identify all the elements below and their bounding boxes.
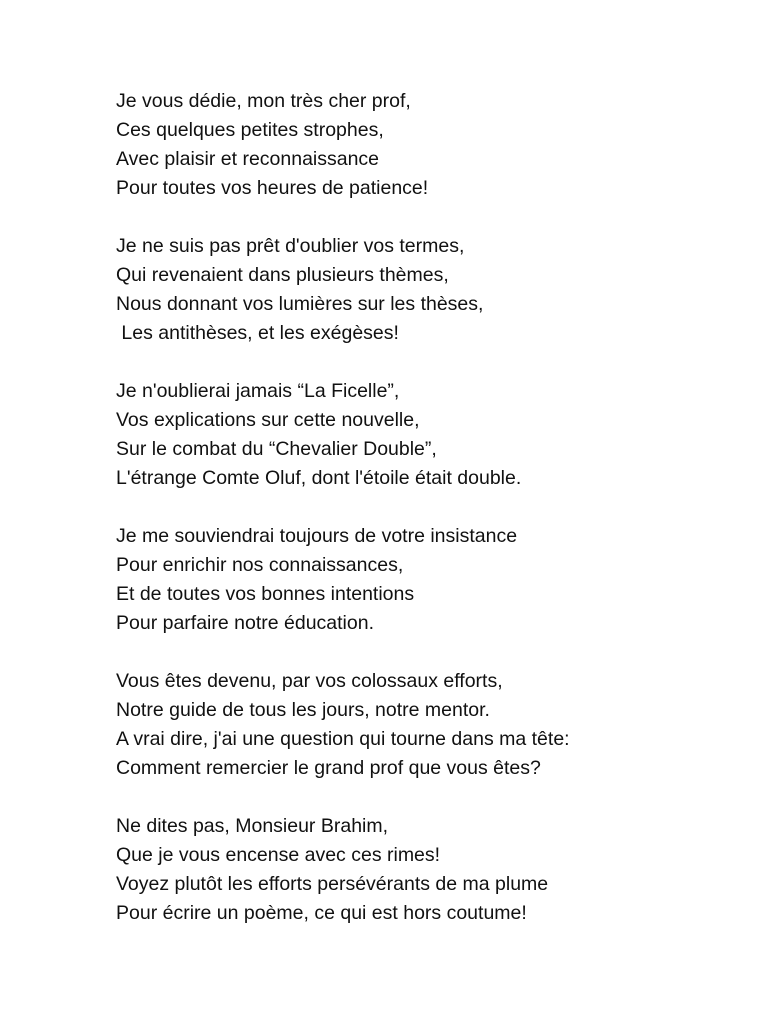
poem-line: Notre guide de tous les jours, notre mentor.: [116, 699, 490, 721]
poem-line: Voyez plutôt les efforts persévérants de ma plume: [116, 873, 549, 895]
poem-line: Je n'oublierai jamais “La Ficelle”,: [116, 380, 400, 402]
poem-line: Sur le combat du “Chevalier Double”,: [116, 438, 437, 460]
poem-line: Nous donnant vos lumières sur les thèses,: [116, 293, 484, 315]
poem-line: Pour enrichir nos connaissances,: [116, 554, 404, 576]
poem-line: Pour écrire un poème, ce qui est hors coutume!: [116, 902, 527, 924]
poem-line: Ne dites pas, Monsieur Brahim,: [116, 815, 389, 837]
poem-line: Je vous dédie, mon très cher prof,: [116, 90, 411, 112]
poem-line: Pour parfaire notre éducation.: [116, 612, 374, 634]
poem-page: [116, 87, 736, 957]
poem-line: Ces quelques petites strophes,: [116, 119, 384, 141]
poem-line: Qui revenaient dans plusieurs thèmes,: [116, 264, 449, 286]
poem-line: Je ne suis pas prêt d'oublier vos termes,: [116, 235, 465, 257]
poem-line: Que je vous encense avec ces rimes!: [116, 844, 441, 866]
poem-line: Vos explications sur cette nouvelle,: [116, 409, 420, 431]
poem-line: Pour toutes vos heures de patience!: [116, 177, 429, 199]
stanza-6: [116, 812, 736, 928]
stanza-1: [116, 87, 736, 203]
stanza-2: [116, 232, 736, 348]
poem-line: Vous êtes devenu, par vos colossaux efforts,: [116, 670, 503, 692]
poem-line: Je me souviendrai toujours de votre insistance: [116, 525, 518, 547]
stanza-4: [116, 522, 736, 638]
poem-line: Les antithèses, et les exégèses!: [116, 322, 399, 344]
poem-line: Et de toutes vos bonnes intentions: [116, 583, 415, 605]
poem-line: A vrai dire, j'ai une question qui tourne dans ma tête:: [116, 728, 570, 750]
stanza-3: [116, 377, 736, 493]
stanza-5: [116, 667, 736, 783]
poem-line: Avec plaisir et reconnaissance: [116, 148, 380, 170]
poem-line: Comment remercier le grand prof que vous êtes?: [116, 757, 541, 779]
poem-line: L'étrange Comte Oluf, dont l'étoile était double.: [116, 467, 522, 489]
